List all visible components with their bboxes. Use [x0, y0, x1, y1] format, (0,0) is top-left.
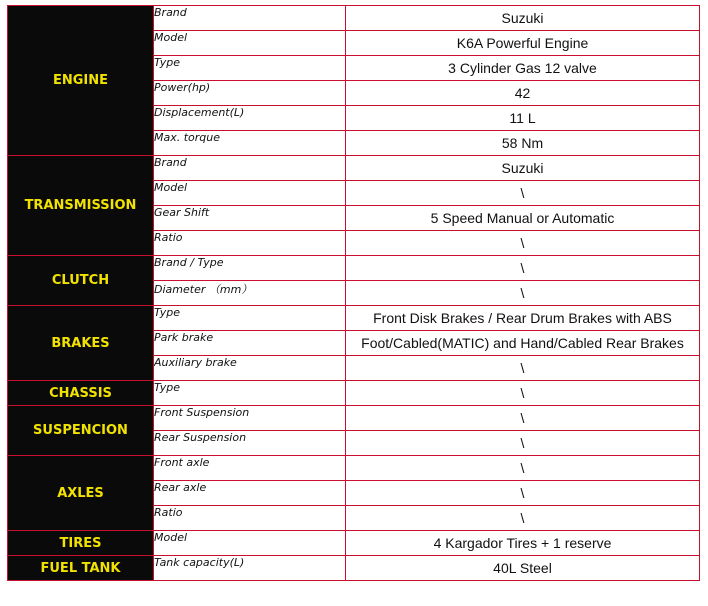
- spec-value: \: [346, 456, 700, 481]
- spec-row-tires: [8, 531, 700, 556]
- spec-value: 42: [346, 81, 700, 106]
- spec-table-body: [8, 6, 700, 581]
- spec-value: 5 Speed Manual or Automatic: [346, 206, 700, 231]
- spec-value: \: [346, 356, 700, 381]
- spec-label: Ratio: [154, 231, 346, 256]
- group-header-suspencion: SUSPENCION: [8, 406, 154, 456]
- spec-label: Brand / Type: [154, 256, 346, 281]
- group-header-axles: AXLES: [8, 456, 154, 531]
- spec-value: \: [346, 481, 700, 506]
- spec-label: Park brake: [154, 331, 346, 356]
- spec-value: \: [346, 506, 700, 531]
- spec-table: [7, 5, 700, 581]
- spec-label: Auxiliary brake: [154, 356, 346, 381]
- spec-value: \: [346, 406, 700, 431]
- spec-value: 40L Steel: [346, 556, 700, 581]
- spec-row-brakes: [8, 306, 700, 331]
- spec-row-axles: [8, 456, 700, 481]
- spec-label: Power(hp): [154, 81, 346, 106]
- group-header-chassis: CHASSIS: [8, 381, 154, 406]
- group-header-transmission: TRANSMISSION: [8, 156, 154, 256]
- spec-label: Rear Suspension: [154, 431, 346, 456]
- spec-value: 58 Nm: [346, 131, 700, 156]
- spec-value: 3 Cylinder Gas 12 valve: [346, 56, 700, 81]
- spec-value: \: [346, 431, 700, 456]
- spec-label: Type: [154, 306, 346, 331]
- spec-row-suspencion: [8, 406, 700, 431]
- spec-label: Model: [154, 531, 346, 556]
- group-header-tires: TIRES: [8, 531, 154, 556]
- spec-value: 11 L: [346, 106, 700, 131]
- spec-value: Suzuki: [346, 6, 700, 31]
- spec-label: Rear axle: [154, 481, 346, 506]
- spec-label: Front axle: [154, 456, 346, 481]
- spec-label: Displacement(L): [154, 106, 346, 131]
- spec-label: Type: [154, 56, 346, 81]
- spec-label: Tank capacity(L): [154, 556, 346, 581]
- spec-label: Model: [154, 181, 346, 206]
- spec-value: K6A Powerful Engine: [346, 31, 700, 56]
- spec-value: \: [346, 281, 700, 306]
- spec-value: 4 Kargador Tires + 1 reserve: [346, 531, 700, 556]
- group-header-engine: ENGINE: [8, 6, 154, 156]
- spec-row-transmission: [8, 156, 700, 181]
- spec-label: Ratio: [154, 506, 346, 531]
- spec-value: \: [346, 231, 700, 256]
- group-header-clutch: CLUTCH: [8, 256, 154, 306]
- spec-row-engine: [8, 6, 700, 31]
- group-header-brakes: BRAKES: [8, 306, 154, 381]
- spec-row-chassis: [8, 381, 700, 406]
- group-header-fuel-tank: FUEL TANK: [8, 556, 154, 581]
- spec-value: Suzuki: [346, 156, 700, 181]
- spec-label: Model: [154, 31, 346, 56]
- spec-label: Diameter （mm）: [154, 281, 346, 306]
- spec-label: Type: [154, 381, 346, 406]
- spec-value: Front Disk Brakes / Rear Drum Brakes with ABS: [346, 306, 700, 331]
- spec-label: Brand: [154, 156, 346, 181]
- spec-label: Brand: [154, 6, 346, 31]
- spec-row-fuel-tank: [8, 556, 700, 581]
- spec-value: \: [346, 181, 700, 206]
- spec-row-clutch: [8, 256, 700, 281]
- spec-label: Gear Shift: [154, 206, 346, 231]
- spec-value: Foot/Cabled(MATIC) and Hand/Cabled Rear Brakes: [346, 331, 700, 356]
- spec-label: Max. torque: [154, 131, 346, 156]
- spec-value: \: [346, 381, 700, 406]
- spec-value: \: [346, 256, 700, 281]
- spec-label: Front Suspension: [154, 406, 346, 431]
